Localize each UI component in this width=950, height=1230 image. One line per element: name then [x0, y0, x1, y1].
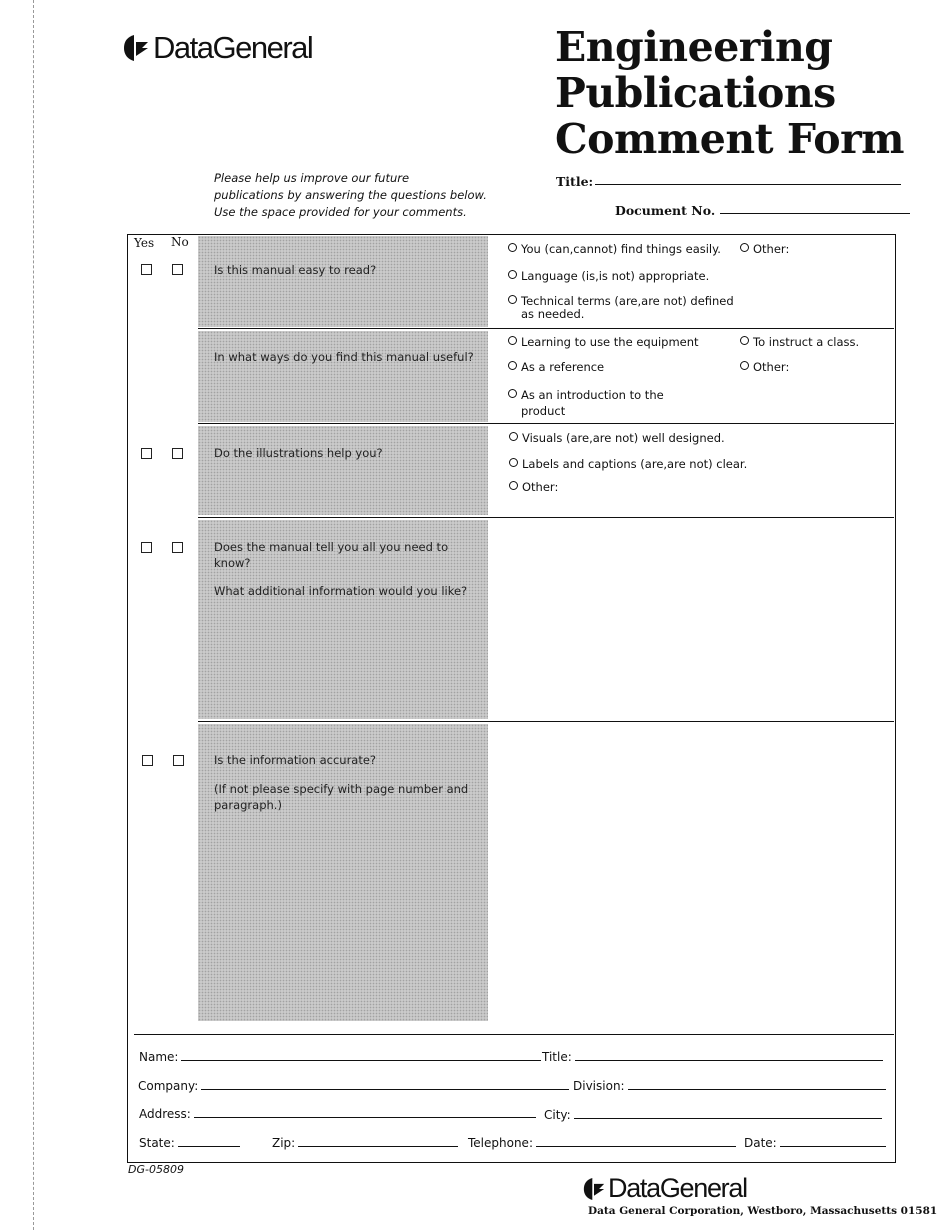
company-address: Data General Corporation, Westboro, Massachusetts 01581	[588, 1205, 938, 1217]
name-line[interactable]	[181, 1060, 541, 1061]
option-label: Visuals (are,are not) well designed.	[522, 431, 725, 445]
q1-option[interactable]	[508, 243, 721, 256]
intro-line: Please help us improve our future	[214, 171, 410, 185]
question-text: Does the manual tell you all you need to know?	[214, 540, 449, 570]
no-column-header: No	[171, 235, 189, 249]
q3-option[interactable]	[509, 432, 725, 445]
row-divider	[198, 721, 894, 722]
q3-yes-checkbox[interactable]	[141, 448, 152, 459]
document-number-field[interactable]	[615, 203, 910, 218]
title-line-2: Publications	[555, 69, 836, 117]
company-line[interactable]	[201, 1089, 569, 1090]
state-label: State:	[139, 1136, 175, 1150]
radio-icon[interactable]	[508, 389, 517, 398]
question-text: Is the information accurate?	[214, 753, 377, 767]
yes-column-header: Yes	[134, 236, 155, 250]
option-label: Learning to use the equipment	[521, 335, 699, 349]
division-field[interactable]	[573, 1079, 886, 1093]
name-label: Name:	[139, 1050, 179, 1064]
question-text: (If not please specify with page number and	[214, 782, 469, 796]
contact-title-line[interactable]	[575, 1060, 883, 1061]
option-label: Other:	[753, 360, 790, 374]
option-label: Other:	[522, 480, 559, 494]
option-label: product	[521, 404, 566, 418]
division-label: Division:	[573, 1079, 625, 1093]
q4-yes-checkbox[interactable]	[141, 542, 152, 553]
address-label: Address:	[139, 1107, 191, 1121]
state-field[interactable]	[139, 1136, 240, 1150]
q1-option[interactable]	[508, 270, 709, 283]
question-text: Is this manual easy to read?	[214, 263, 377, 277]
question-panel	[198, 426, 488, 515]
radio-icon[interactable]	[508, 295, 517, 304]
q1-option[interactable]	[508, 295, 734, 321]
question-text: In what ways do you find this manual useful?	[214, 350, 474, 364]
logo-wordmark: DataGeneral	[153, 30, 313, 65]
address-field[interactable]	[139, 1107, 536, 1121]
document-number-line[interactable]	[720, 212, 910, 214]
radio-icon[interactable]	[740, 361, 749, 370]
radio-icon[interactable]	[509, 458, 518, 467]
q2-option[interactable]	[740, 361, 789, 374]
date-label: Date:	[744, 1136, 777, 1150]
division-line[interactable]	[628, 1089, 886, 1090]
radio-icon[interactable]	[740, 336, 749, 345]
document-number-label: Document No.	[615, 203, 716, 218]
q1-no-checkbox[interactable]	[172, 264, 183, 275]
city-field[interactable]	[544, 1108, 882, 1122]
option-label: Technical terms (are,are not) defined	[521, 294, 734, 308]
intro-line: Use the space provided for your comments.	[214, 205, 467, 219]
telephone-label: Telephone:	[468, 1136, 533, 1150]
zip-label: Zip:	[272, 1136, 296, 1150]
radio-icon[interactable]	[508, 361, 517, 370]
q3-no-checkbox[interactable]	[172, 448, 183, 459]
city-line[interactable]	[574, 1118, 882, 1119]
address-line[interactable]	[194, 1117, 536, 1118]
option-label: As a reference	[521, 360, 605, 374]
q5-no-checkbox[interactable]	[173, 755, 184, 766]
zip-line[interactable]	[298, 1146, 458, 1147]
state-line[interactable]	[178, 1146, 240, 1147]
date-line[interactable]	[780, 1146, 886, 1147]
radio-icon[interactable]	[508, 270, 517, 279]
question-4	[214, 539, 484, 599]
telephone-field[interactable]	[468, 1136, 736, 1150]
title-line-1: Engineering	[555, 23, 833, 71]
form-id: DG-05809	[128, 1163, 184, 1176]
company-label: Company:	[138, 1079, 199, 1093]
question-panel	[198, 331, 488, 422]
perforation-line	[33, 0, 34, 1230]
option-label: To instruct a class.	[753, 335, 860, 349]
q3-option[interactable]	[509, 481, 558, 494]
contact-title-field[interactable]	[542, 1050, 883, 1064]
q2-option[interactable]	[508, 361, 604, 374]
option-label: You (can,cannot) find things easily.	[521, 242, 721, 256]
title-field-label: Title:	[556, 174, 594, 189]
logo-wordmark: DataGeneral	[608, 1173, 747, 1203]
date-field[interactable]	[744, 1136, 886, 1150]
name-field[interactable]	[139, 1050, 541, 1064]
question-5	[214, 752, 484, 813]
company-field[interactable]	[138, 1079, 569, 1093]
question-3	[214, 445, 484, 461]
contact-divider	[134, 1034, 894, 1035]
datageneral-logo-icon	[583, 1177, 605, 1201]
intro-text	[214, 170, 504, 221]
q2-option[interactable]	[508, 336, 699, 349]
radio-icon[interactable]	[508, 243, 517, 252]
form-title	[555, 24, 904, 162]
title-field[interactable]	[556, 174, 901, 189]
row-divider	[198, 517, 894, 518]
option-label: Labels and captions (are,are not) clear.	[522, 457, 748, 471]
zip-field[interactable]	[272, 1136, 458, 1150]
radio-icon[interactable]	[508, 336, 517, 345]
row-divider	[198, 328, 894, 329]
telephone-line[interactable]	[536, 1146, 736, 1147]
option-label: as needed.	[521, 307, 585, 321]
datageneral-logo-icon	[123, 34, 149, 62]
contact-title-label: Title:	[542, 1050, 572, 1064]
option-label: Other:	[753, 242, 790, 256]
question-panel	[198, 236, 488, 327]
question-text: Do the illustrations help you?	[214, 446, 383, 460]
row-divider	[198, 423, 894, 424]
q3-option[interactable]	[509, 458, 747, 471]
footer-logo	[583, 1173, 747, 1204]
company-logo	[123, 30, 312, 66]
radio-icon[interactable]	[509, 481, 518, 490]
option-label: Language (is,is not) appropriate.	[521, 269, 710, 283]
q4-no-checkbox[interactable]	[172, 542, 183, 553]
intro-line: publications by answering the questions below.	[214, 188, 487, 202]
question-2	[214, 349, 484, 365]
q5-yes-checkbox[interactable]	[142, 755, 153, 766]
question-1	[214, 262, 484, 278]
radio-icon[interactable]	[509, 432, 518, 441]
q1-option[interactable]	[740, 243, 789, 256]
question-text: What additional information would you like?	[214, 584, 468, 598]
city-label: City:	[544, 1108, 571, 1122]
title-line-3: Comment Form	[555, 115, 905, 163]
option-label: As an introduction to the	[521, 388, 664, 402]
q2-option[interactable]	[740, 336, 859, 349]
radio-icon[interactable]	[740, 243, 749, 252]
question-text: paragraph.)	[214, 798, 282, 812]
title-field-line[interactable]	[595, 183, 901, 185]
q1-yes-checkbox[interactable]	[141, 264, 152, 275]
q2-option[interactable]	[508, 387, 664, 419]
